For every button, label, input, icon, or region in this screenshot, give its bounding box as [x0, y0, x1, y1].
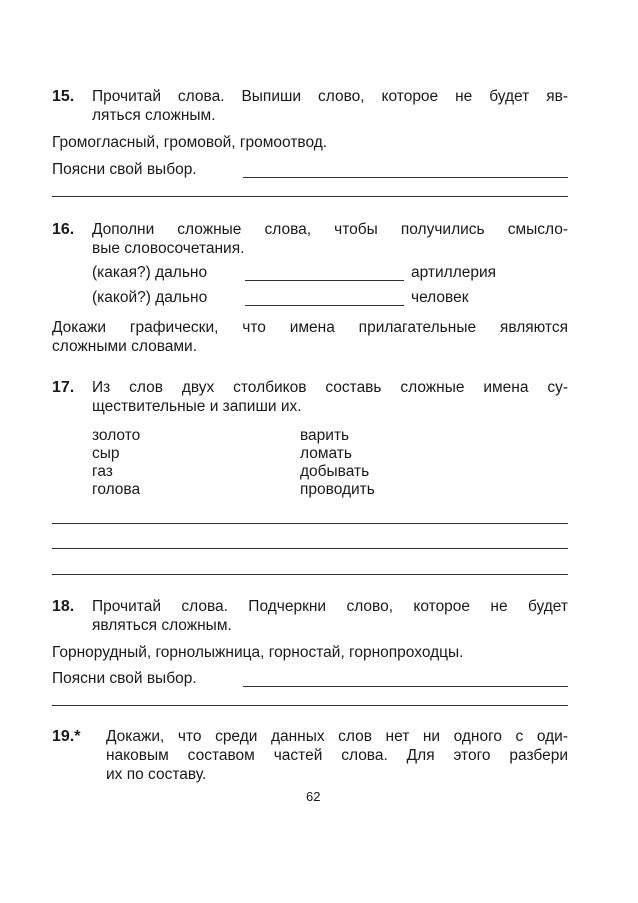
word: голова [92, 481, 141, 498]
task-15-line-1: Прочитай слова. Выпиши слово, которое не будет яв- [92, 88, 568, 105]
task-19-line-1: Докажи, что среди данных слов нет ни одного с оди- [106, 728, 568, 745]
page-number: 62 [306, 789, 321, 804]
word: проводить [300, 481, 375, 498]
task-19-line-3: их по составу. [106, 766, 207, 783]
right-word-column [300, 427, 375, 499]
task-18-explain: Поясни свой выбор. [52, 670, 197, 687]
answer-line[interactable] [52, 523, 568, 524]
task-16-line-1: Дополни сложные слова, чтобы получились смысло- [92, 221, 568, 238]
task-16-line-2: вые словосочетания. [92, 240, 245, 257]
word: газ [92, 463, 113, 480]
answer-line[interactable] [243, 686, 568, 687]
task-16-row-1-question: (какая?) дально [92, 264, 208, 281]
task-17-line-1: Из слов двух столбиков составь сложные имена су- [92, 379, 568, 396]
answer-line[interactable] [52, 196, 568, 197]
answer-line[interactable] [243, 177, 568, 178]
answer-line[interactable] [52, 705, 568, 706]
task-16-row-1-end: артиллерия [411, 264, 497, 281]
task-18-number: 18. [52, 598, 75, 615]
task-18-line-1: Прочитай слова. Подчеркни слово, которое не будет [92, 598, 568, 615]
task-16-row-2-question: (какой?) дально [92, 289, 208, 306]
fill-in-line[interactable] [245, 280, 404, 281]
task-16-number: 16. [52, 221, 75, 238]
task-18-line-2: являться сложным. [92, 617, 232, 634]
task-15-number: 15. [52, 88, 75, 105]
task-18-words: Горнорудный, горнолыжница, горностай, горнопроходцы. [52, 644, 464, 661]
task-17-number: 17. [52, 379, 75, 396]
left-word-column [92, 427, 140, 499]
task-15-line-2: ляться сложным. [92, 107, 216, 124]
task-16-row-2-end: человек [411, 289, 469, 306]
task-19-number: 19.* [52, 728, 81, 745]
task-19-line-2: наковым составом частей слова. Для этого разбери [106, 747, 568, 764]
word: варить [300, 427, 350, 444]
fill-in-line[interactable] [245, 305, 404, 306]
task-17-line-2: ществительные и запиши их. [92, 398, 302, 415]
word: золото [92, 427, 141, 444]
answer-line[interactable] [52, 574, 568, 575]
word: сыр [92, 445, 120, 462]
task-16-proof-line-1: Докажи графически, что имена прилагательные являются [52, 319, 568, 336]
task-15-words: Громогласный, громовой, громоотвод. [52, 134, 328, 151]
task-16-proof-line-2: сложными словами. [52, 338, 197, 355]
answer-line[interactable] [52, 548, 568, 549]
task-15-explain: Поясни свой выбор. [52, 161, 197, 178]
word: ломать [300, 445, 352, 462]
word: добывать [300, 463, 370, 480]
